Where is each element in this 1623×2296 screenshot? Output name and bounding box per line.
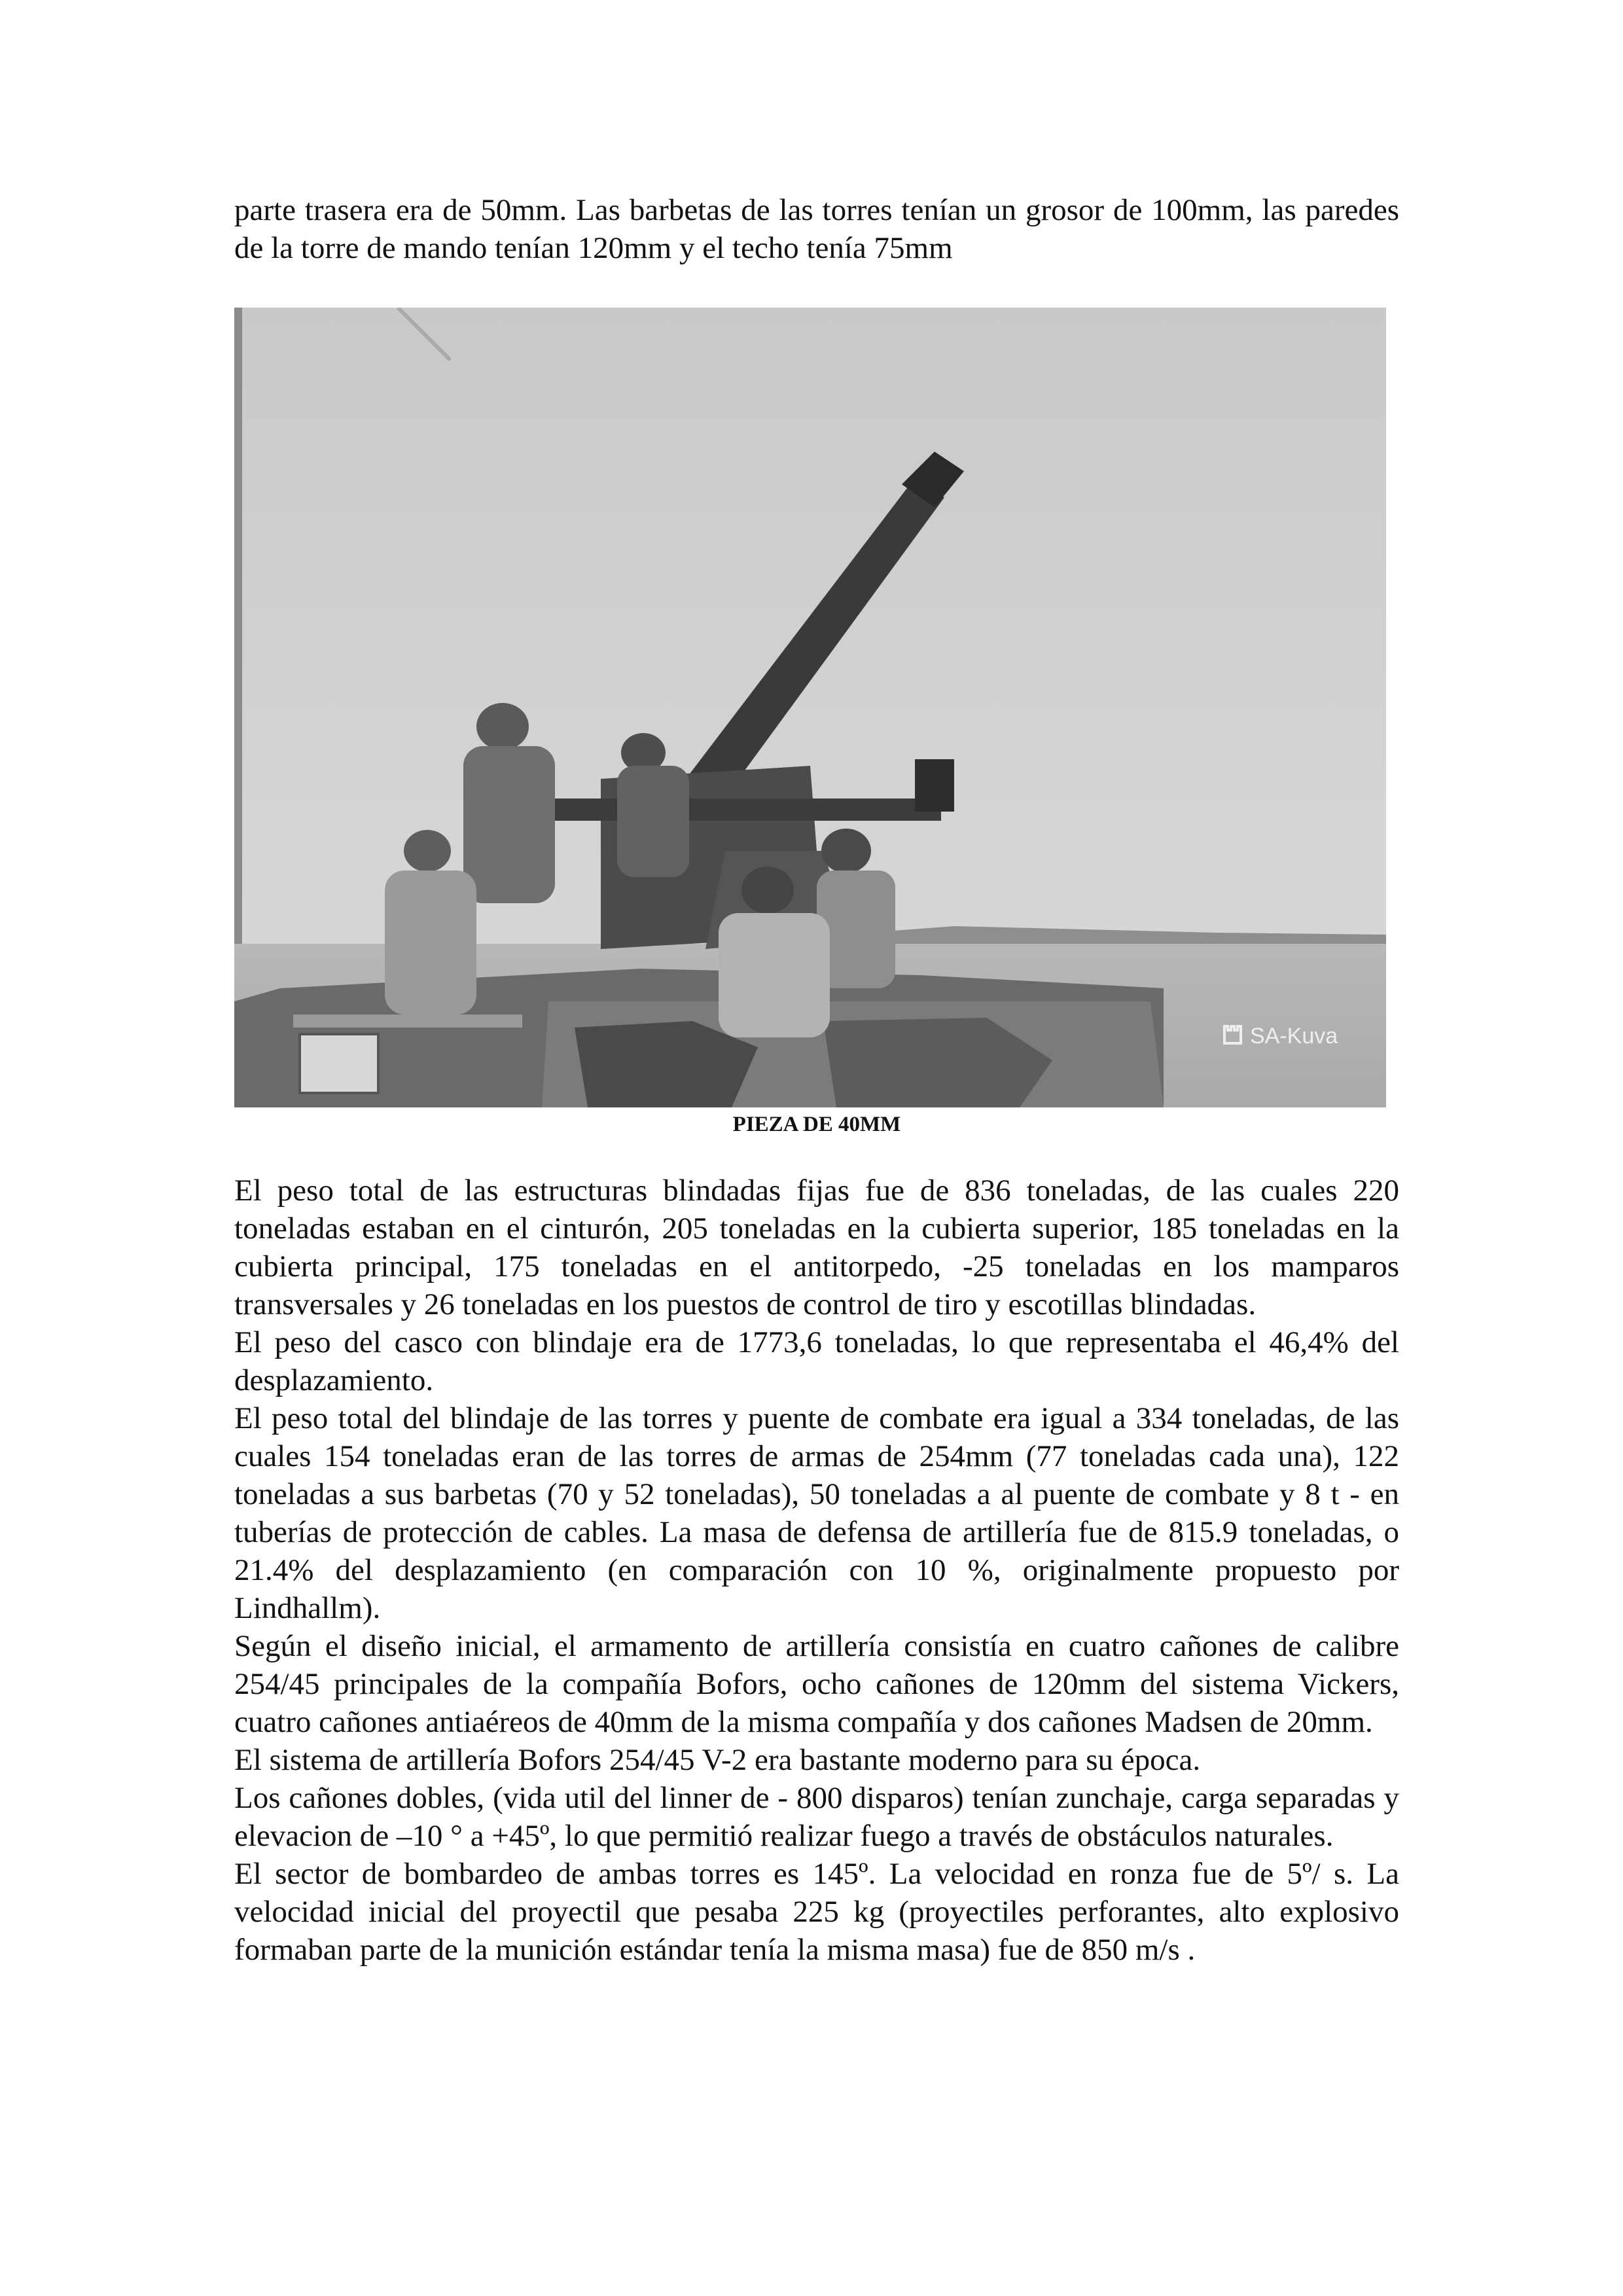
- figure-caption: PIEZA DE 40MM: [732, 1113, 901, 1136]
- paragraph-twin-guns: Los cañones dobles, (vida util del linner de - 800 disparos) tenían zunchaje, carga separadas y elevacion de –10 ° a +45º, lo que permitió realizar fuego a través de obstáculos naturales.: [234, 1781, 1399, 1853]
- paragraph-hull-weight: El peso del casco con blindaje era de 1773,6 toneladas, lo que representaba el 46,4% del desplazamiento.: [234, 1325, 1399, 1397]
- paragraph-initial-design: Según el diseño inicial, el armamento de artillería consistía en cuatro cañones de calibre 254/45 principales de la compañía Bofors, ocho cañones de 120mm del sistema Vickers, cuatro cañones antiaéreos de 40mm de la misma compañía y dos cañones Madsen de 20mm.: [234, 1629, 1399, 1739]
- paragraph-bofors-system: El sistema de artillería Bofors 254/45 V-2 era bastante moderno para su época.: [234, 1743, 1201, 1777]
- paragraph-firing-sector: El sector de bombardeo de ambas torres es 145º. La velocidad en ronza fue de 5º/ s. La velocidad inicial del proyectil que pesaba 225 kg (proyectiles perforantes, alto explosivo formaban parte de la munición estándar tenía la misma masa) fue de 850 m/s .: [234, 1857, 1399, 1967]
- paragraph-armor-weight: El peso total de las estructuras blindadas fijas fue de 836 toneladas, de las cuales 220 toneladas estaban en el cinturón, 205 toneladas en la cubierta superior, 185 toneladas en la cubierta principal, 175 toneladas en el antitorpedo, -25 toneladas en los mamparos transversales y 26 toneladas en los puestos de control de tiro y escotillas blindadas.: [234, 1174, 1399, 1321]
- svg-text:SA-Kuva: SA-Kuva: [1250, 1024, 1338, 1049]
- paragraph-turret-armor: El peso total del blindaje de las torres y puente de combate era igual a 334 toneladas, de las cuales 154 toneladas eran de las torres de armas de 254mm (77 toneladas cada una), 122 toneladas a sus barbetas (70 y 52 toneladas), 50 toneladas a al puente de combate y 8 t - en tuberías de protección de cables. La masa de defensa de artillería fue de 815.9 toneladas, o 21.4% del desplazamiento (en comparación con 10 %, originalmente propuesto por Lindhallm).: [234, 1401, 1399, 1625]
- intro-paragraph: parte trasera era de 50mm. Las barbetas de las torres tenían un grosor de 100mm, las paredes de la torre de mando tenían 120mm y el techo tenía 75mm: [234, 193, 1399, 265]
- body-text: [234, 1172, 1399, 1969]
- anti-aircraft-gun-photo: [234, 308, 1386, 1107]
